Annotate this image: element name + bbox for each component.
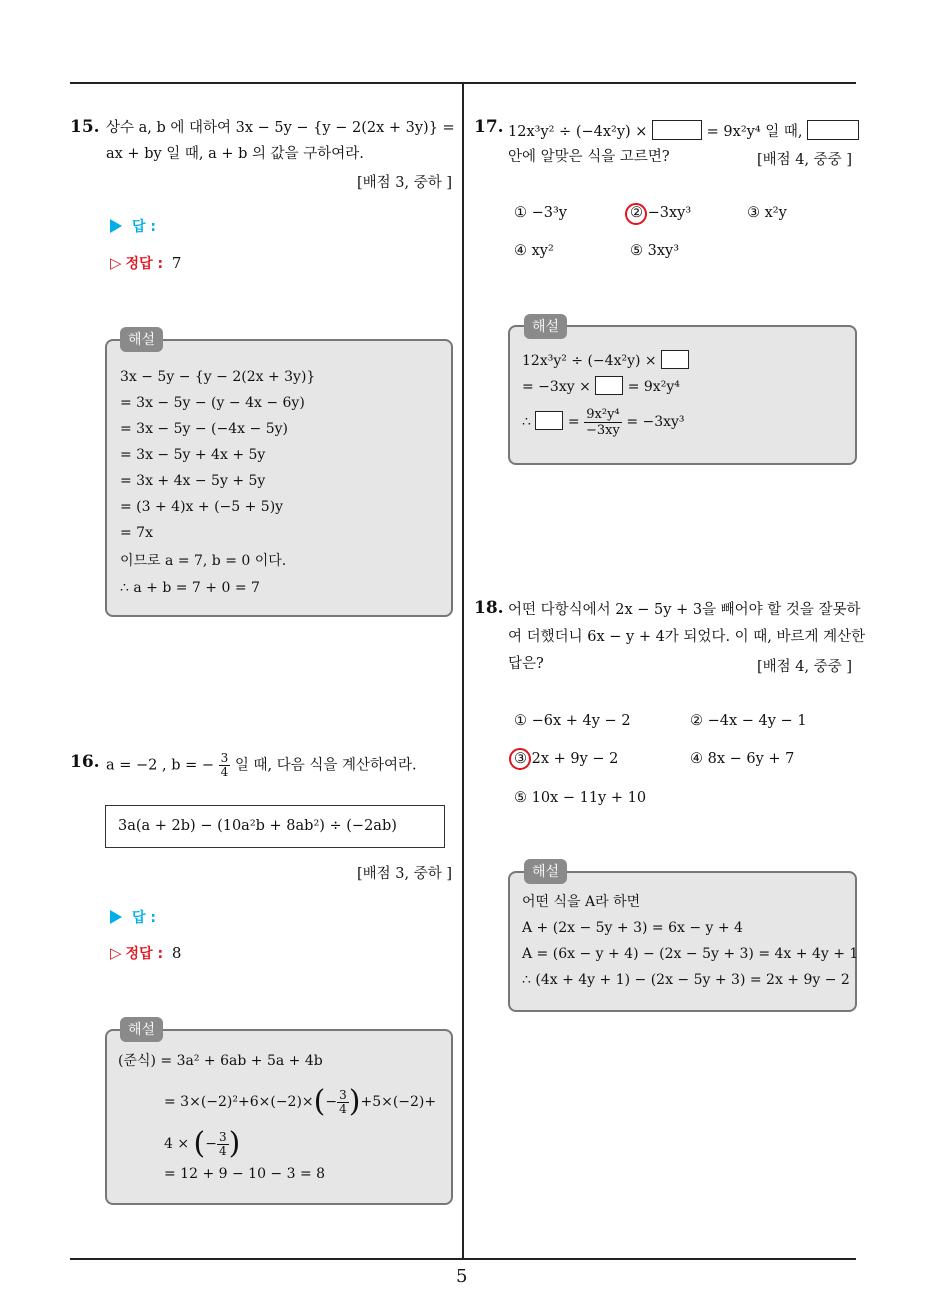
- paren-right: ): [228, 1126, 241, 1161]
- option-2[interactable]: ② −4x − 4y − 1: [690, 713, 807, 729]
- play-icon: [110, 910, 122, 924]
- answer-row: [110, 216, 156, 236]
- correct-value: 7: [171, 254, 182, 272]
- blank-box: [652, 120, 702, 140]
- option-3[interactable]: ③ 2x + 9y − 2: [514, 751, 619, 767]
- question-text-pre: a = −2 , b = −: [106, 757, 215, 774]
- question-number: 17.: [474, 117, 504, 137]
- solution-line: = 3x + 4x − 5y + 5y: [120, 473, 266, 489]
- paren-left: (: [313, 1084, 326, 1119]
- solution-text: = 9x²y⁴: [627, 379, 680, 395]
- question-text-post: 일 때, 다음 식을 계산하여라.: [234, 757, 417, 774]
- solution-tag: 해설: [524, 314, 567, 339]
- fraction: $\frac{3}{4}$: [220, 751, 229, 779]
- solution-line: = 12 + 9 − 10 − 3 = 8: [164, 1166, 326, 1182]
- question-text-line1: 상수 a, b 에 대하여 3x − 5y − {y − 2(2x + 3y)} =: [106, 120, 455, 136]
- blank-box: [661, 350, 689, 369]
- question-number: 16.: [70, 752, 100, 772]
- column-divider: [462, 82, 464, 1260]
- correct-answer-row: [110, 943, 181, 963]
- correct-answer-row: [110, 253, 181, 273]
- solution-tag: 해설: [120, 1017, 163, 1042]
- option-1[interactable]: ① −3³y: [514, 205, 567, 221]
- option-5[interactable]: ⑤ 10x − 11y + 10: [514, 790, 647, 806]
- question-text-line1: [508, 120, 859, 142]
- therefore-sign: ∴: [522, 414, 531, 430]
- blank-box: [807, 120, 859, 140]
- minus-sign: −: [325, 1094, 338, 1110]
- question-text-line1: 어떤 다항식에서 2x − 5y + 3을 빼어야 할 것을 잘못하: [508, 602, 861, 618]
- solution-line: = 7x: [120, 525, 153, 541]
- question-text-line2: ax + by 일 때, a + b 의 값을 구하여라.: [106, 146, 364, 162]
- correct-label: 정답 :: [125, 946, 164, 962]
- solution-line: [164, 1124, 240, 1164]
- answer-row: [110, 907, 156, 927]
- solution-text: = 3×(−2)²+6×(−2)×: [164, 1094, 314, 1110]
- solution-line: [522, 404, 685, 440]
- score-meta: [배점 4, 중중 ]: [756, 152, 852, 168]
- expression: 3a(a + 2b) − (10a²b + 8ab²) ÷ (−2ab): [118, 818, 397, 834]
- blank-box: [595, 376, 623, 395]
- page-number: 5: [456, 1266, 468, 1287]
- solution-text: = −3xy ×: [522, 379, 591, 395]
- solution-line: [522, 350, 689, 371]
- question-text-line3: 답은?: [508, 656, 544, 672]
- correct-label: 정답 :: [125, 256, 164, 272]
- score-meta: [배점 3, 중하 ]: [356, 866, 452, 882]
- fraction: $\frac{3}{4}$: [219, 1129, 227, 1158]
- option-2[interactable]: ② −3xy³: [630, 205, 692, 221]
- solution-line: ∴ a + b = 7 + 0 = 7: [120, 580, 260, 596]
- solution-line: A + (2x − 5y + 3) = 6x − y + 4: [522, 920, 743, 936]
- selected-answer-circle: [509, 748, 531, 770]
- score-meta: [배점 4, 중중 ]: [756, 659, 852, 675]
- question-text: = 9x²y⁴ 일 때,: [706, 124, 803, 140]
- fraction: $\frac{3}{4}$: [339, 1087, 347, 1116]
- solution-text: = −3xy³: [626, 414, 685, 430]
- selected-answer-circle: [625, 203, 647, 225]
- solution-line: ∴ (4x + 4y + 1) − (2x − 5y + 3) = 2x + 9y − 2: [522, 972, 850, 988]
- question-text: [106, 752, 417, 779]
- option-5[interactable]: ⑤ 3xy³: [630, 243, 680, 259]
- blank-box: [535, 411, 563, 430]
- solution-text: 12x³y² ÷ (−4x²y) ×: [522, 353, 657, 369]
- question-text-line2: 안에 알맞은 식을 고르면?: [508, 149, 670, 165]
- paren-left: (: [193, 1126, 206, 1161]
- option-4[interactable]: ④ 8x − 6y + 7: [690, 751, 795, 767]
- solution-line: [164, 1082, 436, 1122]
- solution-text: 4 ×: [164, 1136, 190, 1152]
- solution-line: = 3x − 5y + 4x + 5y: [120, 447, 266, 463]
- solution-tag: 해설: [120, 327, 163, 352]
- question-text: 12x³y² ÷ (−4x²y) ×: [508, 124, 648, 140]
- fraction: $\frac{\text{9x²y⁴}}{-3xy}$: [586, 406, 620, 438]
- solution-tag: 해설: [524, 859, 567, 884]
- minus-sign: −: [205, 1136, 217, 1152]
- solution-line: A = (6x − y + 4) − (2x − 5y + 3) = 4x + 4y + 1: [522, 946, 859, 962]
- paren-right: ): [348, 1084, 361, 1119]
- option-4[interactable]: ④ xy²: [514, 243, 554, 259]
- solution-text: +5×(−2)+: [360, 1094, 437, 1110]
- solution-line: 이므로 a = 7, b = 0 이다.: [120, 553, 287, 569]
- solution-line: = 3x − 5y − (y − 4x − 6y): [120, 395, 305, 411]
- question-text-line2: 여 더했더니 6x − y + 4가 되었다. 이 때, 바르게 계산한: [508, 629, 866, 645]
- solution-line: 어떤 식을 A라 하면: [522, 894, 641, 910]
- correct-value: 8: [171, 944, 182, 962]
- option-3[interactable]: ③ x²y: [747, 205, 787, 221]
- solution-line: [522, 376, 680, 397]
- outline-triangle-icon: ▷: [110, 254, 122, 272]
- outline-triangle-icon: ▷: [110, 944, 122, 962]
- solution-line: = (3 + 4)x + (−5 + 5)y: [120, 499, 284, 515]
- option-1[interactable]: ① −6x + 4y − 2: [514, 713, 631, 729]
- solution-line: 3x − 5y − {y − 2(2x + 3y)}: [120, 369, 316, 385]
- question-number: 15.: [70, 117, 100, 137]
- bottom-rule: [70, 1258, 856, 1260]
- solution-line: (준식) = 3a² + 6ab + 5a + 4b: [118, 1053, 323, 1069]
- equals-sign: =: [567, 414, 580, 430]
- score-meta: [배점 3, 중하 ]: [356, 175, 452, 191]
- play-icon: [110, 219, 122, 233]
- answer-label: 답 :: [132, 910, 156, 926]
- solution-line: = 3x − 5y − (−4x − 5y): [120, 421, 288, 437]
- answer-label: 답 :: [132, 219, 156, 235]
- question-number: 18.: [474, 598, 504, 618]
